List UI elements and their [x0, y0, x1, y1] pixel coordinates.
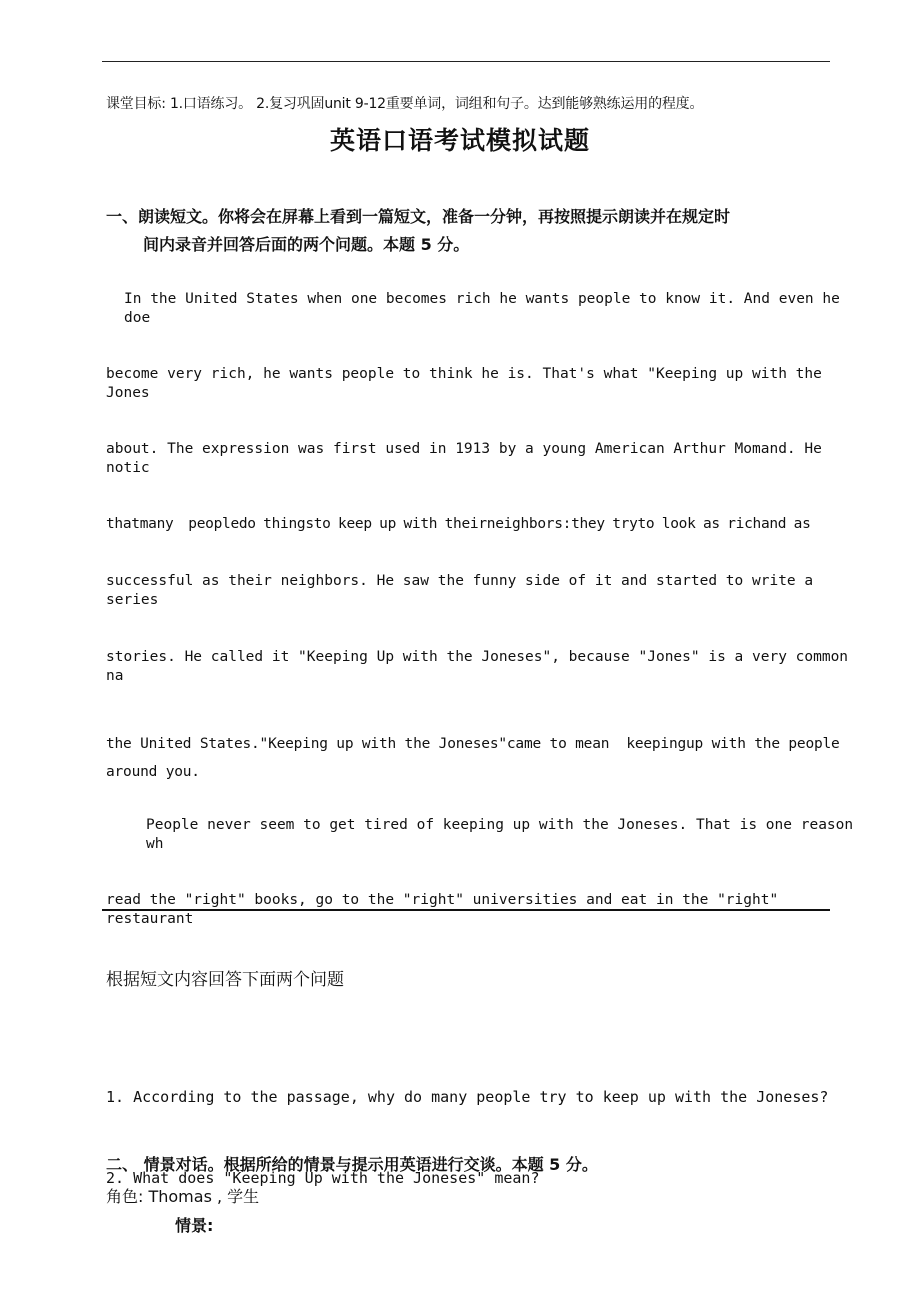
passage-line: thatmany peopledo thingsto keep up with theirneighbors:they tryto look as richand as: [106, 516, 811, 532]
passage-line: People never seem to get tired of keeping up with the Joneses. That is one reason wh: [146, 817, 854, 852]
section1-heading-line2: 间内录音并回答后面的两个问题。本题 5 分。: [143, 235, 470, 254]
passage-line: stories. He called it "Keeping Up with the Joneses", because "Jones" is a very common na: [106, 649, 849, 684]
question-item: 2. What does "Keeping Up with the Joneses" mean?: [106, 1169, 540, 1187]
passage-underline: [102, 909, 830, 911]
top-rule: [102, 61, 830, 62]
passage-line: become very rich, he wants people to think he is. That's what "Keeping up with the Jones: [106, 366, 822, 401]
class-objective: 课堂目标: 1.口语练习。 2.复习巩固unit 9-12重要单词，词组和句子。达到能够熟练运用的程度。: [106, 96, 704, 112]
role-line: 角色: Thomas , 学生: [106, 1187, 260, 1206]
passage-line: the United States."Keeping up with the Joneses"came to mean keepingup with the people around you.: [106, 736, 840, 780]
question-item: 1. According to the passage, why do many people try to keep up with the Joneses?: [106, 1088, 829, 1106]
page-title: 英语口语考试模拟试题: [329, 126, 590, 155]
passage-line: successful as their neighbors. He saw the funny side of it and started to write a series: [106, 573, 814, 608]
passage-line: read the "right" books, go to the "right" universities and eat in the "right" restaurant: [106, 892, 779, 927]
passage-line: In the United States when one becomes rich he wants people to know it. And even he doe: [124, 291, 840, 326]
section1-heading-line1: 一、朗读短文。你将会在屏幕上看到一篇短文，准备一分钟，再按照提示朗读并在规定时: [106, 207, 731, 226]
scene-label: 情景:: [175, 1216, 214, 1235]
passage-line: about. The expression was first used in 1913 by a young American Arthur Momand. He notic: [106, 441, 822, 476]
answer-prompt: 根据短文内容回答下面两个问题: [106, 970, 344, 990]
section2-heading: 二、 情景对话。根据所给的情景与提示用英语进行交谈。本题 5 分。: [106, 1155, 598, 1174]
